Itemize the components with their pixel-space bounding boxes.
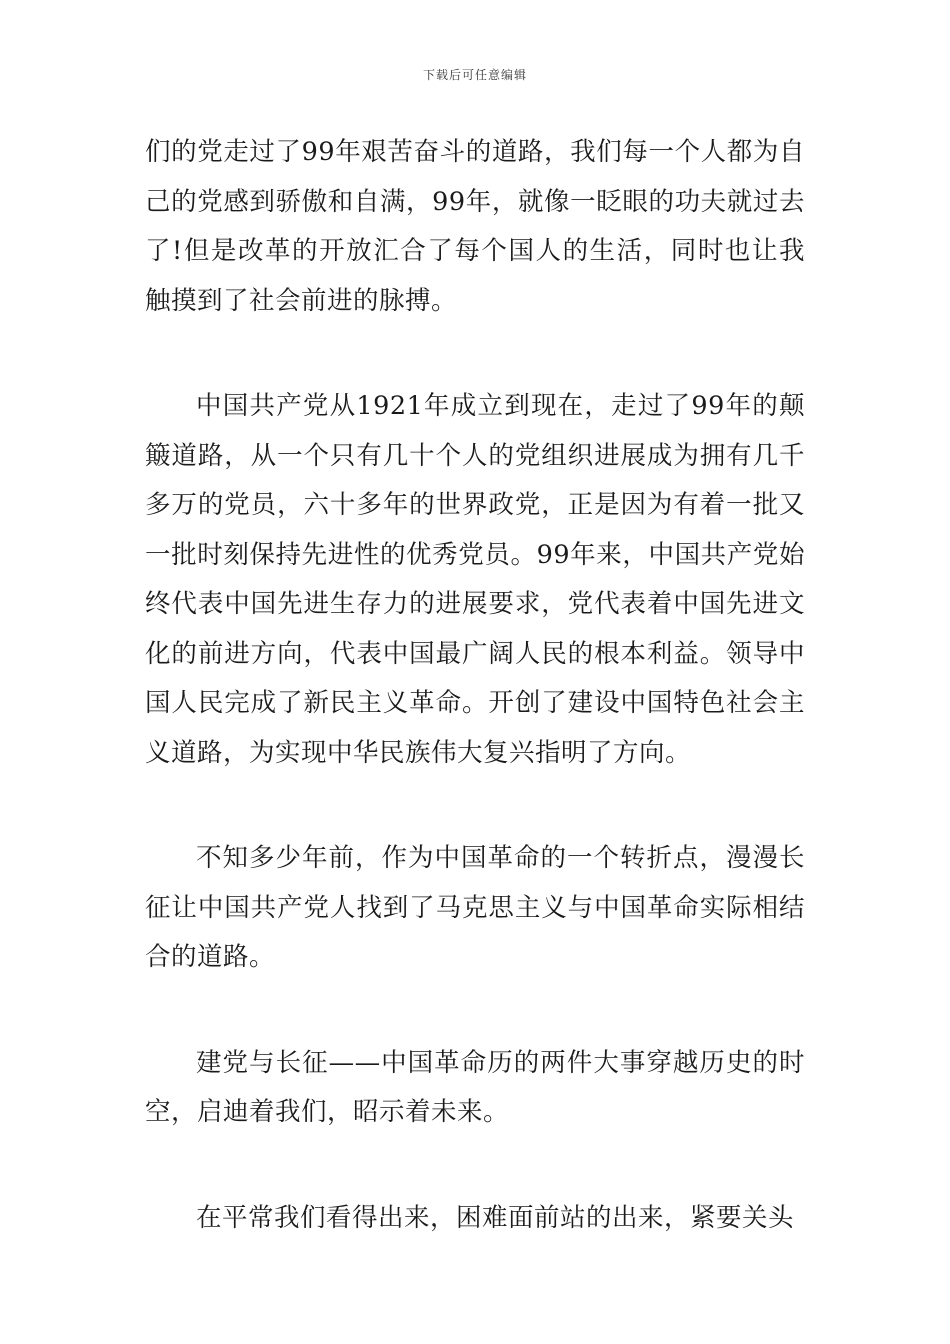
paragraph-4: 建党与长征——中国革命历的两件大事穿越历史的时空，启迪着我们，昭示着未来。 [145,1047,805,1127]
paragraph-3: 不知多少年前，作为中国革命的一个转折点，漫漫长征让中国共产党人找到了马克思主义与中国革命实际相结合的道路。 [145,843,805,972]
paragraph-gap [145,326,805,382]
paragraph-gap [145,778,805,834]
paragraph-1: 们的党走过了99年艰苦奋斗的道路，我们每一个人都为自己的党感到骄傲和自满，99年，就像一眨眼的功夫就过去了!但是改革的开放汇合了每个国人的生活，同时也让我触摸到了社会前进的脉搏。 [145,137,805,316]
paragraph-2: 中国共产党从1921年成立到现在，走过了99年的颠簸道路，从一个只有几十个人的党组织进展成为拥有几千多万的党员，六十多年的世界政党，正是因为有着一批又一批时刻保持先进性的优秀党员。99年来，中国共产党始终代表中国先进生存力的进展要求，党代表着中国先进文化的前进方向，代表中国最广阔人民的根本利益。领导中国人民完成了新民主义革命。开创了建设中国特色社会主义道路，为实现中华民族伟大复兴指明了方向。 [145,391,805,768]
paragraph-gap [145,983,805,1039]
paragraph-gap [145,1138,805,1194]
page-header: 下载后可任意编辑 [422,68,527,82]
paragraph-5: 在平常我们看得出来，困难面前站的出来，紧要关头 [196,1202,795,1233]
document-body [145,128,805,1243]
